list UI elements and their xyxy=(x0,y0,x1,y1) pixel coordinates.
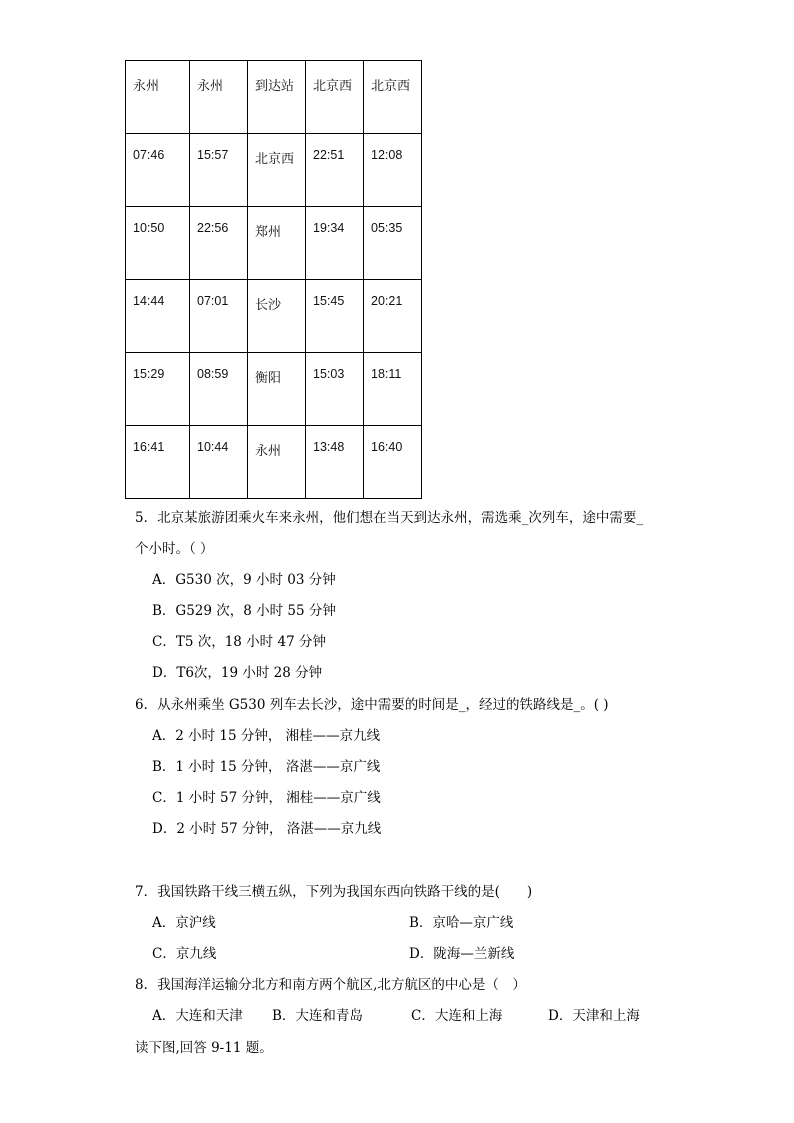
table-row xyxy=(126,134,422,207)
table-row xyxy=(126,280,422,353)
table-row xyxy=(126,426,422,499)
table-cell: 永州 xyxy=(126,61,190,134)
table-cell: 10:50 xyxy=(126,207,190,280)
q8-option-a: A．大连和天津 xyxy=(152,1008,243,1024)
table-cell: 衡阳 xyxy=(248,353,306,426)
table-cell: 长沙 xyxy=(248,280,306,353)
table-cell: 07:46 xyxy=(126,134,190,207)
table-cell: 10:44 xyxy=(190,426,248,499)
question-5-line-2: 个小时。（ ） xyxy=(135,541,214,557)
table-cell: 郑州 xyxy=(248,207,306,280)
q8-option-c: C．大连和上海 xyxy=(411,1008,503,1024)
table-row xyxy=(126,353,422,426)
table-cell: 12:08 xyxy=(364,134,422,207)
table-row xyxy=(126,61,422,134)
table-cell: 北京西 xyxy=(248,134,306,207)
table-cell: 北京西 xyxy=(364,61,422,134)
table-cell: 18:11 xyxy=(364,353,422,426)
table-cell: 19:34 xyxy=(306,207,364,280)
question-8: 8．我国海洋运输分北方和南方两个航区,北方航区的中心是（ ） xyxy=(135,977,526,993)
q7-option-a: A．京沪线 xyxy=(152,915,216,931)
table-cell: 08:59 xyxy=(190,353,248,426)
q6-option-c: C．1 小时 57 分钟， 湘桂——京广线 xyxy=(152,790,381,806)
q8-option-b: B．大连和青岛 xyxy=(272,1008,363,1024)
question-7: 7．我国铁路干线三横五纵，下列为我国东西向铁路干线的是( ) xyxy=(135,884,533,900)
q5-option-c: C．T5 次，18 小时 47 分钟 xyxy=(152,634,326,650)
table-cell: 22:51 xyxy=(306,134,364,207)
q5-option-d: D．T6次，19 小时 28 分钟 xyxy=(152,665,323,681)
table-row xyxy=(126,207,422,280)
table-cell: 15:03 xyxy=(306,353,364,426)
table-cell: 永州 xyxy=(248,426,306,499)
table-cell: 永州 xyxy=(190,61,248,134)
table-cell: 15:57 xyxy=(190,134,248,207)
table-cell: 05:35 xyxy=(364,207,422,280)
table-cell: 北京西 xyxy=(306,61,364,134)
q6-option-b: B．1 小时 15 分钟， 洛湛——京广线 xyxy=(152,759,381,775)
table-cell: 22:56 xyxy=(190,207,248,280)
instruction-read-map: 读下图,回答 9-11 题。 xyxy=(135,1040,273,1056)
table-cell: 16:41 xyxy=(126,426,190,499)
table-cell: 13:48 xyxy=(306,426,364,499)
q7-option-d: D．陇海—兰新线 xyxy=(409,946,515,962)
table-cell: 07:01 xyxy=(190,280,248,353)
question-6: 6．从永州乘坐 G530 列车去长沙，途中需要的时间是_，经过的铁路线是_。( ) xyxy=(135,697,609,713)
table-cell: 15:29 xyxy=(126,353,190,426)
question-5-line-1: 5．北京某旅游团乘火车来永州，他们想在当天到达永州，需选乘_次列车，途中需要_ xyxy=(135,510,644,526)
table-cell: 15:45 xyxy=(306,280,364,353)
q7-option-b: B．京哈—京广线 xyxy=(409,915,514,931)
q5-option-b: B．G529 次，8 小时 55 分钟 xyxy=(152,603,336,619)
q7-option-c: C．京九线 xyxy=(152,946,217,962)
table-cell: 14:44 xyxy=(126,280,190,353)
q6-option-a: A．2 小时 15 分钟， 湘桂——京九线 xyxy=(152,728,381,744)
table-cell: 到达站 xyxy=(248,61,306,134)
table-cell: 16:40 xyxy=(364,426,422,499)
train-timetable xyxy=(125,60,422,499)
q8-option-d: D．天津和上海 xyxy=(548,1008,640,1024)
q5-option-a: A．G530 次，9 小时 03 分钟 xyxy=(152,572,336,588)
q6-option-d: D．2 小时 57 分钟， 洛湛——京九线 xyxy=(152,821,382,837)
table-cell: 20:21 xyxy=(364,280,422,353)
